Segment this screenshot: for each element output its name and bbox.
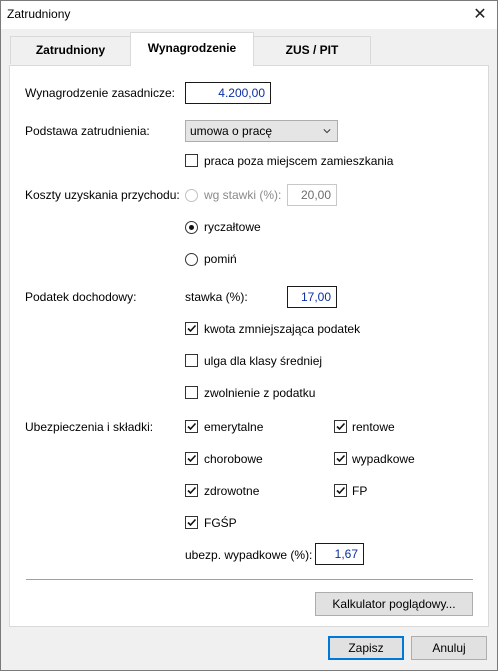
outside-residence-checkbox[interactable] (185, 154, 198, 167)
window-title: Zatrudniony (7, 7, 71, 21)
employment-basis-value: umowa o pracę (190, 124, 273, 138)
costs-flat-radio[interactable] (185, 221, 198, 234)
costs-skip-radio[interactable] (185, 253, 198, 266)
employment-basis-label: Podstawa zatrudnienia: (25, 124, 150, 138)
salary-label: Wynagrodzenie zasadnicze: (25, 86, 175, 100)
costs-label: Koszty uzyskania przychodu: (25, 188, 180, 202)
costs-rate-input[interactable]: 20,00 (287, 184, 337, 206)
check-icon (335, 453, 346, 464)
costs-skip-label: pomiń (204, 252, 237, 266)
zdrowotne-label: zdrowotne (204, 484, 260, 498)
reducing-amount-label: kwota zmniejszająca podatek (204, 322, 361, 336)
salary-input[interactable]: 4.200,00 (185, 82, 271, 104)
rentowe-checkbox[interactable] (334, 420, 347, 433)
middle-class-relief-checkbox[interactable] (185, 354, 198, 367)
close-icon[interactable]: ✕ (473, 6, 487, 23)
costs-rate-radio[interactable] (185, 189, 198, 202)
tax-exempt-label: zwolnienie z podatku (204, 386, 316, 400)
employment-basis-select[interactable] (185, 120, 338, 142)
tax-rate-input[interactable]: 17,00 (287, 286, 337, 308)
reducing-amount-checkbox[interactable] (185, 322, 198, 335)
cancel-button[interactable]: Anuluj (411, 636, 487, 660)
calculator-button[interactable]: Kalkulator poglądowy... (315, 592, 473, 616)
tab-zatrudniony[interactable]: Zatrudniony (10, 36, 131, 64)
accident-rate-label: ubezp. wypadkowe (%): (185, 548, 313, 562)
costs-flat-label: ryczałtowe (204, 220, 261, 234)
tab-wynagrodzenie[interactable]: Wynagrodzenie (130, 32, 254, 66)
fp-checkbox[interactable] (334, 484, 347, 497)
chevron-down-icon (323, 127, 331, 135)
fgsp-checkbox[interactable] (185, 516, 198, 529)
fgsp-label: FGŚP (204, 516, 237, 530)
chorobowe-checkbox[interactable] (185, 452, 198, 465)
insurance-label: Ubezpieczenia i składki: (25, 420, 154, 434)
tax-rate-label: stawka (%): (185, 290, 248, 304)
zdrowotne-checkbox[interactable] (185, 484, 198, 497)
emerytalne-checkbox[interactable] (185, 420, 198, 433)
check-icon (186, 485, 197, 496)
divider (26, 579, 473, 580)
rentowe-label: rentowe (352, 420, 395, 434)
wypadkowe-label: wypadkowe (352, 452, 415, 466)
check-icon (186, 453, 197, 464)
fp-label: FP (352, 484, 368, 498)
accident-rate-input[interactable]: 1,67 (315, 543, 364, 565)
income-tax-label: Podatek dochodowy: (25, 290, 137, 304)
check-icon (186, 323, 197, 334)
save-button[interactable]: Zapisz (328, 636, 404, 660)
middle-class-relief-label: ulga dla klasy średniej (204, 354, 323, 368)
wypadkowe-checkbox[interactable] (334, 452, 347, 465)
chorobowe-label: chorobowe (204, 452, 263, 466)
tax-exempt-checkbox[interactable] (185, 386, 198, 399)
tab-zus-pit[interactable]: ZUS / PIT (253, 36, 371, 64)
costs-rate-label: wg stawki (%): (204, 188, 282, 202)
emerytalne-label: emerytalne (204, 420, 264, 434)
title-bar (1, 1, 497, 29)
check-icon (335, 421, 346, 432)
check-icon (186, 517, 197, 528)
check-icon (186, 421, 197, 432)
check-icon (335, 485, 346, 496)
outside-residence-label: praca poza miejscem zamieszkania (204, 154, 394, 168)
tab-panel (9, 65, 489, 627)
